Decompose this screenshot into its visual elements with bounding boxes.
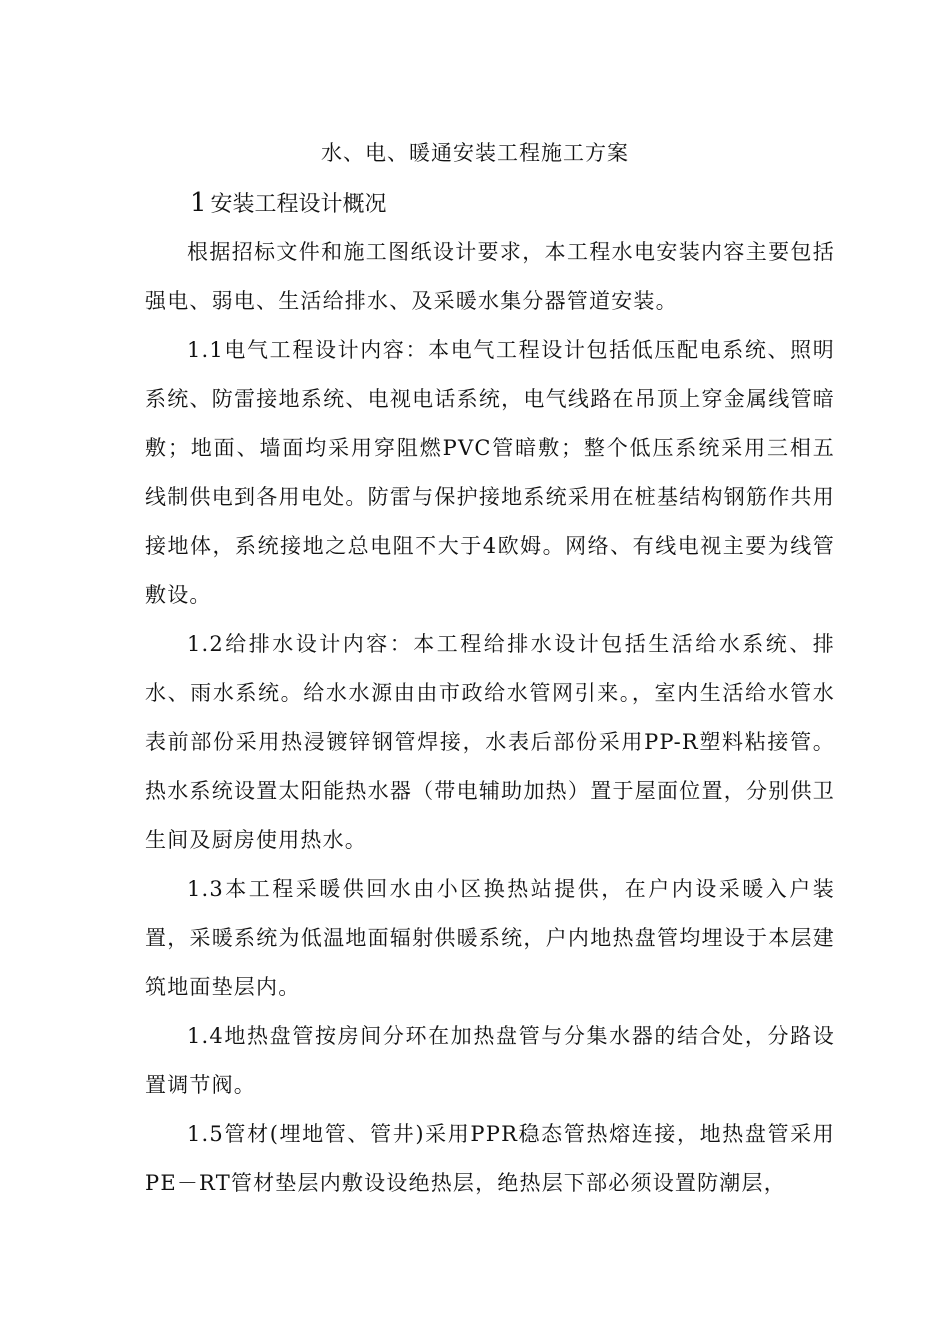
section-heading-text: 安装工程设计概况 xyxy=(210,192,387,217)
section-number: 1 xyxy=(190,188,207,218)
paragraph-1-5-materials: 1.5管材(埋地管、管井)采用PPR稳态管热熔连接，地热盘管采用PE－RT管材垫层内敷设设绝热层，绝热层下部必须设置防潮层， xyxy=(145,1122,835,1195)
document-title: 水、电、暖通安装工程施工方案 xyxy=(321,141,629,165)
paragraph-intro: 根据招标文件和施工图纸设计要求，本工程水电安装内容主要包括强电、弱电、生活给排水、及采暖水集分器管道安装。 xyxy=(145,240,835,313)
body-text xyxy=(145,228,835,1208)
section-heading xyxy=(190,188,387,220)
paragraph-1-2-water: 1.2给排水设计内容：本工程给排水设计包括生活给水系统、排水、雨水系统。给水水源由由市政给水管网引来。，室内生活给水管水表前部份采用热浸镀锌钢管焊接，水表后部份采用PP-R塑料粘接管。热水系统设置太阳能热水器（带电辅助加热）置于屋面位置，分别供卫生间及厨房使用热水。 xyxy=(145,632,835,852)
paragraph-1-1-electrical: 1.1电气工程设计内容：本电气工程设计包括低压配电系统、照明系统、防雷接地系统、电视电话系统，电气线路在吊顶上穿金属线管暗敷；地面、墙面均采用穿阻燃PVC管暗敷；整个低压系统采用三相五线制供电到各用电处。防雷与保护接地系统采用在桩基结构钢筋作共用接地体，系统接地之总电阻不大于4欧姆。网络、有线电视主要为线管敷设。 xyxy=(145,338,835,607)
paragraph-1-4-coil: 1.4地热盘管按房间分环在加热盘管与分集水器的结合处，分路设置调节阀。 xyxy=(145,1024,835,1097)
paragraph-1-3-heating: 1.3本工程采暖供回水由小区换热站提供，在户内设采暖入户装置，采暖系统为低温地面辐射供暖系统，户内地热盘管均埋设于本层建筑地面垫层内。 xyxy=(145,877,835,999)
